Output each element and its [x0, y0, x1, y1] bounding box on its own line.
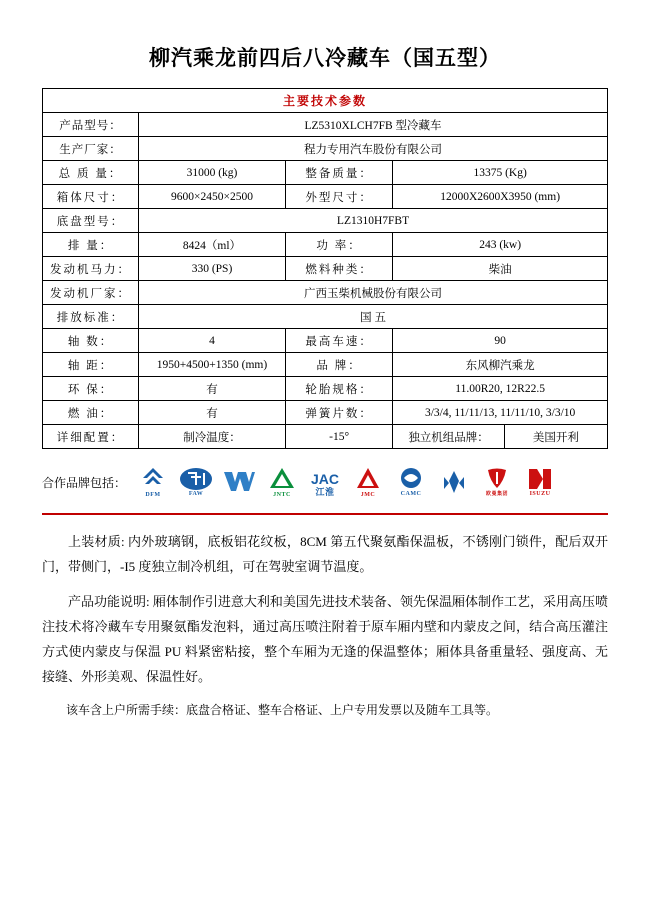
- cell-value: 13375 (Kg): [393, 161, 608, 185]
- table-row: [43, 233, 608, 257]
- cell-label: 轴 距：: [43, 353, 139, 377]
- svg-text:JAC: JAC: [311, 470, 340, 487]
- logo-caption: FAW: [188, 490, 204, 497]
- cell-value: 程力专用汽车股份有限公司: [139, 137, 608, 161]
- table-row: [43, 377, 608, 401]
- camc-logo: [391, 462, 431, 502]
- logo-caption: CAMC: [400, 490, 422, 497]
- cell-label: 品 牌：: [285, 353, 392, 377]
- cell-value: 3/3/4, 11/11/13, 11/11/10, 3/3/10: [393, 401, 608, 425]
- cell-value: 国 五: [139, 305, 608, 329]
- cell-value: 330 (PS): [139, 257, 286, 281]
- body-paragraph-documents: 该车含上户所需手续：底盘合格证、整车合格证、上户专用发票以及随车工具等。: [66, 703, 499, 717]
- cell-value: 11.00R20, 12R22.5: [393, 377, 608, 401]
- table-row: [43, 281, 608, 305]
- cell-value: -15°: [285, 425, 392, 449]
- cell-value: 8424（ml）: [139, 233, 286, 257]
- cell-value: 31000 (kg): [139, 161, 286, 185]
- logo-caption: ISUZU: [529, 490, 551, 497]
- table-row: [43, 113, 608, 137]
- cell-value: 有: [139, 401, 286, 425]
- table-row: [43, 425, 608, 449]
- table-header-row: [43, 89, 608, 113]
- jmc-logo: [262, 462, 302, 502]
- logo-caption: DFM: [145, 491, 161, 498]
- logo-caption: 欧曼集团: [486, 491, 509, 497]
- sinotruk-logo: [219, 462, 259, 502]
- jmc-red-logo: [348, 462, 388, 502]
- table-row: [43, 185, 608, 209]
- cell-label: 详细配置：: [43, 425, 139, 449]
- table-row: [43, 353, 608, 377]
- cell-label: 轴 数：: [43, 329, 139, 353]
- logo-caption: 江淮: [315, 486, 335, 497]
- table-row: [43, 257, 608, 281]
- cell-label: 功 率：: [285, 233, 392, 257]
- cell-label: 发动机马力：: [43, 257, 139, 281]
- cell-label: 弹簧片数：: [285, 401, 392, 425]
- table-header-cell: 主要技术参数: [43, 89, 608, 113]
- spec-table: [42, 88, 608, 449]
- spec-table-body: [43, 89, 608, 449]
- shacman-logo: [434, 462, 474, 502]
- foton-logo: [477, 462, 517, 502]
- cell-label: 产品型号：: [43, 113, 139, 137]
- partner-brands: [42, 459, 608, 505]
- cell-sublabel: 独立机组品牌：: [393, 425, 504, 448]
- cell-label: 外型尺寸：: [285, 185, 392, 209]
- isuzu-logo: [520, 462, 560, 502]
- cell-value: 9600×2450×2500: [139, 185, 286, 209]
- section-divider: [42, 513, 608, 515]
- cell-value: 有: [139, 377, 286, 401]
- cell-label: 环 保：: [43, 377, 139, 401]
- cell-value: 4: [139, 329, 286, 353]
- body-paragraph-function: 产品功能说明: 厢体制作引进意大利和美国先进技术装备、领先保温厢体制作工艺，采用高压喷注技术将冷藏车专用聚氨酯发泡料，通过高压喷注附着于原车厢内壁和内蒙皮之间，结合高压灌注方式使内蒙皮与保温 PU 料紧密粘接，整个车厢为无逢的保温整体；厢体具备重量轻、强度高、无接缝、外形美观、保温性好。: [42, 594, 608, 684]
- table-row: [43, 329, 608, 353]
- cell-label: 整备质量：: [285, 161, 392, 185]
- cell-value: LZ5310XLCH7FB 型冷藏车: [139, 113, 608, 137]
- page-title: 柳汽乘龙前四后八冷藏车（国五型）: [149, 46, 501, 70]
- table-row: [43, 305, 608, 329]
- faw-logo: [176, 462, 216, 502]
- cell-label: 生产厂家：: [43, 137, 139, 161]
- cell-value: 东风柳汽乘龙: [393, 353, 608, 377]
- cell-label: 燃料种类：: [285, 257, 392, 281]
- cell-value: 12000X2600X3950 (mm): [393, 185, 608, 209]
- cell-value: 柴油: [393, 257, 608, 281]
- table-row: [43, 161, 608, 185]
- logo-caption: JMC: [360, 491, 376, 498]
- cell-value: 243 (kw): [393, 233, 608, 257]
- table-row: [43, 401, 608, 425]
- cell-value: 广西玉柴机械股份有限公司: [139, 281, 608, 305]
- cell-label: 排 量：: [43, 233, 139, 257]
- body-paragraph-materials: 上装材质: 内外玻璃钢，底板铝花纹板，8CM 第五代聚氨酯保温板，不锈刚门锁件，配后双开门，带侧门，-I5 度独立制冷机组，可在驾驶室调节温度。: [42, 534, 608, 574]
- cell-label: 箱体尺寸：: [43, 185, 139, 209]
- cell-sublabel: 制冷温度：: [139, 425, 286, 449]
- cell-value: LZ1310H7FBT: [139, 209, 608, 233]
- cell-label: 轮胎规格：: [285, 377, 392, 401]
- cell-label: 发动机厂家：: [43, 281, 139, 305]
- cell-label: 底盘型号：: [43, 209, 139, 233]
- cell-label: 最高车速：: [285, 329, 392, 353]
- cell-label: 排放标准：: [43, 305, 139, 329]
- partner-brands-label: 合作品牌包括：: [42, 475, 127, 490]
- jac-logo: [305, 462, 345, 502]
- cell-value: 美国开利: [532, 431, 579, 444]
- cell-value: 90: [393, 329, 608, 353]
- dongfeng-logo: [133, 462, 173, 502]
- cell-label: 燃 油：: [43, 401, 139, 425]
- table-row: [43, 137, 608, 161]
- table-row: [43, 209, 608, 233]
- cell-value: 1950+4500+1350 (mm): [139, 353, 286, 377]
- cell-label: 总 质 量：: [43, 161, 139, 185]
- logo-caption: JNTC: [273, 491, 291, 498]
